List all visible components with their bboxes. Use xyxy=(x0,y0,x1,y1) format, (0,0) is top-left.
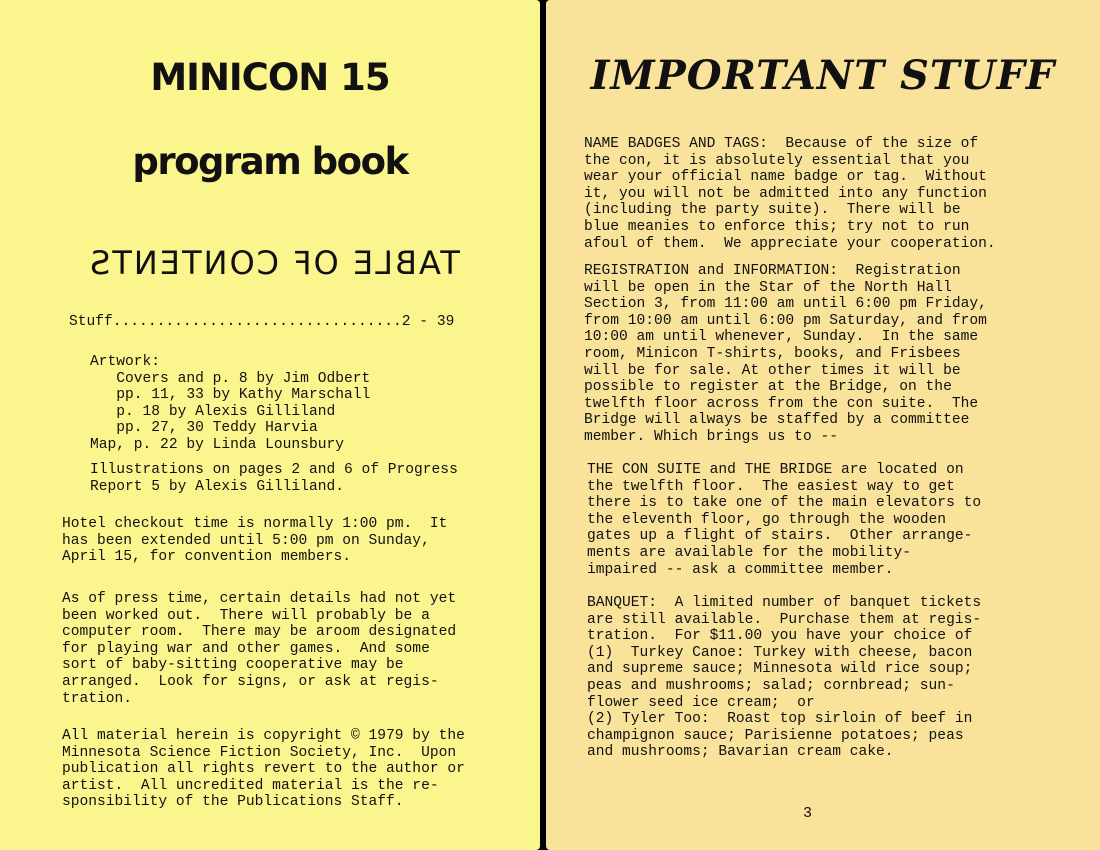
artwork-credits: Artwork: Covers and p. 8 by Jim Odbert pp. 11, 33 by Kathy Marschall p. 18 by Alexis Gilliland pp. 27, 30 Teddy Harvia Map, p. 22 by Linda Lounsbury xyxy=(90,354,371,453)
illustrations-note: Illustrations on pages 2 and 6 of Progress Report 5 by Alexis Gilliland. xyxy=(90,462,458,495)
copyright-paragraph: All material herein is copyright © 1979 by the Minnesota Science Fiction Society, Inc. Upon publication all rights revert to the author or artist. All uncredited material is the re- sponsibility of the Publications Staff. xyxy=(62,728,465,811)
program-subtitle: program book xyxy=(132,140,408,183)
press-time-paragraph: As of press time, certain details had not yet been worked out. There will probably be a computer room. There may be aroom designated for playing war and other games. And some sort of baby-sitting cooperative may be arranged. Look for signs, or ask at regis- tration. xyxy=(62,591,457,707)
banquet-paragraph: BANQUET: A limited number of banquet tickets are still available. Purchase them at regis- tration. For $11.00 you have your choice of (1) Turkey Canoe: Turkey with cheese, bacon and supreme sauce; Minnesota wild rice soup; peas and mushrooms; salad; cornbread; sun- flower seed ice cream; or (2) Tyler Too: Roast top sirloin of beef in champignon sauce; Parisienne potatoes; peas and mushrooms; Bavarian cream cake. xyxy=(587,595,982,761)
registration-paragraph: REGISTRATION and INFORMATION: Registration will be open in the Star of the North Hall Section 3, from 11:00 am until 6:00 pm Friday, from 10:00 am until 6:00 pm Saturday, and from 10:00 am until whenever, Sunday. In the same room, Minicon T-shirts, books, and Frisbees will be for sale. At other times it will be possible to register at the Bridge, on the twelfth floor across from the con suite. The Bridge will always be staffed by a committee member. Which brings us to -- xyxy=(584,263,987,445)
page-number: 3 xyxy=(803,805,813,822)
program-title: MINICON 15 xyxy=(150,56,390,99)
important-stuff-title: IMPORTANT STUFF xyxy=(590,52,1056,99)
toc-entry-stuff: Stuff.................................2 - 39 xyxy=(69,314,455,330)
toc-title-mirrored: TABLE OF CONTENTS xyxy=(88,244,460,282)
checkout-paragraph: Hotel checkout time is normally 1:00 pm. It has been extended until 5:00 pm on Sunday, April 15, for convention members. xyxy=(62,516,448,566)
con-suite-paragraph: THE CON SUITE and THE BRIDGE are located on the twelfth floor. The easiest way to get there is to take one of the main elevators to the eleventh floor, go through the wooden gates up a flight of stairs. Other arrange- ments are available for the mobility- impaired -- ask a committee member. xyxy=(587,462,982,578)
name-badges-paragraph: NAME BADGES AND TAGS: Because of the size of the con, it is absolutely essential that you wear your official name badge or tag. Without it, you will not be admitted into any function (including the party suite). There will be blue meanies to enforce this; try not to run afoul of them. We appreciate your cooperation. xyxy=(584,136,996,252)
